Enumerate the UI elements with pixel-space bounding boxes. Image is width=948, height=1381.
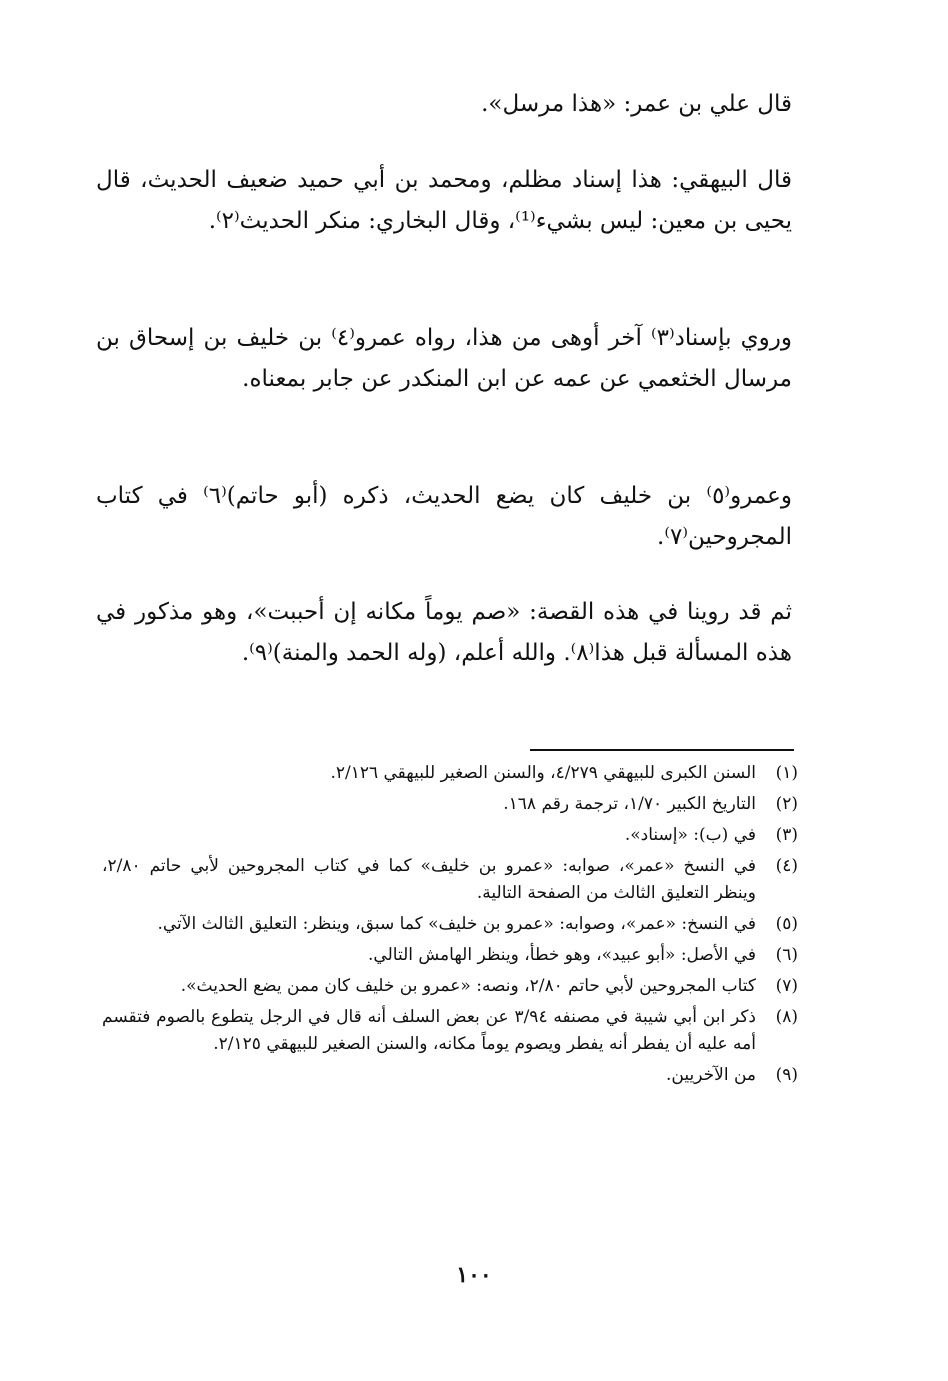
- footnote-separator: [530, 749, 794, 751]
- footnote-4: [102, 853, 798, 907]
- footnote-number: (٨): [775, 1007, 798, 1027]
- footnote-text: في النسخ: «عمر»، وصوابه: «عمرو بن خليف» كما سبق، وينظر: التعليق الثالث الآتي.: [157, 914, 756, 934]
- footnote-number: (٩): [775, 1065, 798, 1085]
- footnote-text: من الآخريين.: [666, 1065, 756, 1085]
- page-number: ١٠٠: [456, 1262, 492, 1288]
- footnote-number: (٣): [775, 825, 798, 845]
- footnote-number: (٤): [775, 856, 798, 876]
- footnote-number: (٧): [775, 976, 798, 996]
- footnote-text: ذكر ابن أبي شيبة في مصنفه ٣/٩٤ عن بعض السلف أنه قال في الرجل يتطوع بالصوم فتقسم أمه عليه أن يفطر أنه يفطر ويصوم يوماً مكانه، والسنن الصغير للبيهقي ٢/١٢٥.: [102, 1007, 756, 1054]
- footnote-text: التاريخ الكبير ١/٧٠، ترجمة رقم ١٦٨.: [503, 794, 756, 814]
- paragraph-5: ثم قد روينا في هذه القصة: «صم يوماً مكانه إن أحببت»، وهو مذكور في هذه المسألة قبل هذا⁽٨⁾. والله أعلم، (وله الحمد والمنة)⁽٩⁾.: [96, 599, 792, 666]
- footnote-7: [102, 973, 798, 1000]
- footnote-1: [102, 760, 798, 787]
- footnote-text: في النسخ «عمر»، صوابه: «عمرو بن خليف» كما في كتاب المجروحين لأبي حاتم ٢/٨٠، وينظر التعليق الثالث من الصفحة التالية.: [102, 856, 756, 903]
- footnotes: [102, 760, 798, 1093]
- footnote-9: [102, 1062, 798, 1089]
- paragraph-2: قال البيهقي: هذا إسناد مظلم، ومحمد بن أبي حميد ضعيف الحديث، قال يحيى بن معين: ليس بشيء⁽¹⁾، وقال البخاري: منكر الحديث⁽٢⁾.: [96, 167, 792, 234]
- footnote-text: في (ب): «إسناد».: [624, 825, 756, 845]
- paragraph-1: قال علي بن عمر: «هذا مرسل».: [481, 91, 792, 117]
- footnote-text: في الأصل: «أبو عبيد»، وهو خطأ، وينظر الهامش التالي.: [368, 945, 756, 965]
- footnote-6: [102, 942, 798, 969]
- footnote-number: (٦): [775, 945, 798, 965]
- footnote-2: [102, 791, 798, 818]
- footnote-text: السنن الكبرى للبيهقي ٤/٢٧٩، والسنن الصغير للبيهقي ٢/١٢٦.: [330, 763, 756, 783]
- footnote-number: (٥): [775, 914, 798, 934]
- footnote-number: (١): [775, 763, 798, 783]
- footnote-8: [102, 1004, 798, 1058]
- paragraph-4: وعمرو⁽٥⁾ بن خليف كان يضع الحديث، ذكره (أبو حاتم)⁽٦⁾ في كتاب المجروحين⁽٧⁾.: [96, 483, 792, 550]
- footnote-3: [102, 822, 798, 849]
- footnote-text: كتاب المجروحين لأبي حاتم ٢/٨٠، ونصه: «عمرو بن خليف كان ممن يضع الحديث».: [180, 976, 756, 996]
- footnote-5: [102, 911, 798, 938]
- paragraph-3: وروي بإسناد⁽٣⁾ آخر أوهى من هذا، رواه عمرو⁽٤⁾ بن خليف بن إسحاق بن مرسال الخثعمي عن عمه عن ابن المنكدر عن جابر بمعناه.: [96, 325, 792, 392]
- footnote-number: (٢): [775, 794, 798, 814]
